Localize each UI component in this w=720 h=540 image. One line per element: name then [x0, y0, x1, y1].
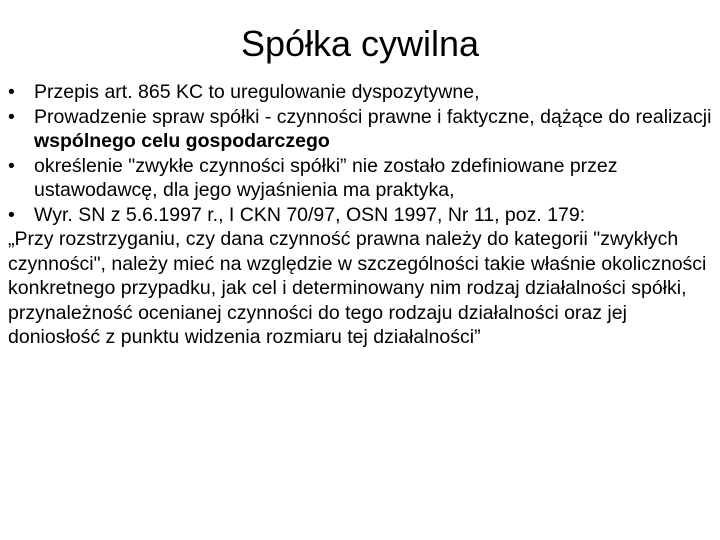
bullet-text: Prowadzenie spraw spółki - czynności prawne i faktyczne, dążące do realizacji — [34, 105, 712, 128]
bullet-item — [8, 154, 714, 203]
bullet-bold-text: wspólnego celu gospodarczego — [34, 130, 330, 152]
slide-title: Spółka cywilna — [240, 23, 480, 64]
bullet-list — [8, 80, 714, 227]
bullet-icon: • — [8, 81, 15, 103]
bullet-item — [8, 203, 714, 228]
bullet-text: określenie "zwykłe czynności spółki” nie zostało zdefiniowane przez ustawodawcę, dla jego wyjaśnienia ma praktyka, — [34, 154, 618, 201]
bullet-icon: • — [8, 105, 15, 128]
bullet-icon: • — [8, 154, 15, 177]
court-quote: „Przy rozstrzyganiu, czy dana czynność prawna należy do kategorii "zwykłych czynności", należy mieć na względzie w szczególności takie właśnie okoliczności konkretnego przypadku, jak cel i determinowany nim rodzaj działalności spółki, przynależność ocenianej czynności do tego rodzaju działalności oraz jej doniosłość z punktu widzenia rozmiaru tej działalności” — [8, 228, 707, 348]
bullet-item — [8, 105, 714, 154]
bullet-icon: • — [8, 203, 15, 226]
slide-body — [8, 80, 714, 350]
bullet-text: Przepis art. 865 KC to uregulowanie dyspozytywne, — [34, 81, 480, 103]
bullet-item — [8, 80, 714, 105]
bullet-text: Wyr. SN z 5.6.1997 r., I CKN 70/97, OSN 1997, Nr 11, poz. 179: — [34, 203, 586, 226]
